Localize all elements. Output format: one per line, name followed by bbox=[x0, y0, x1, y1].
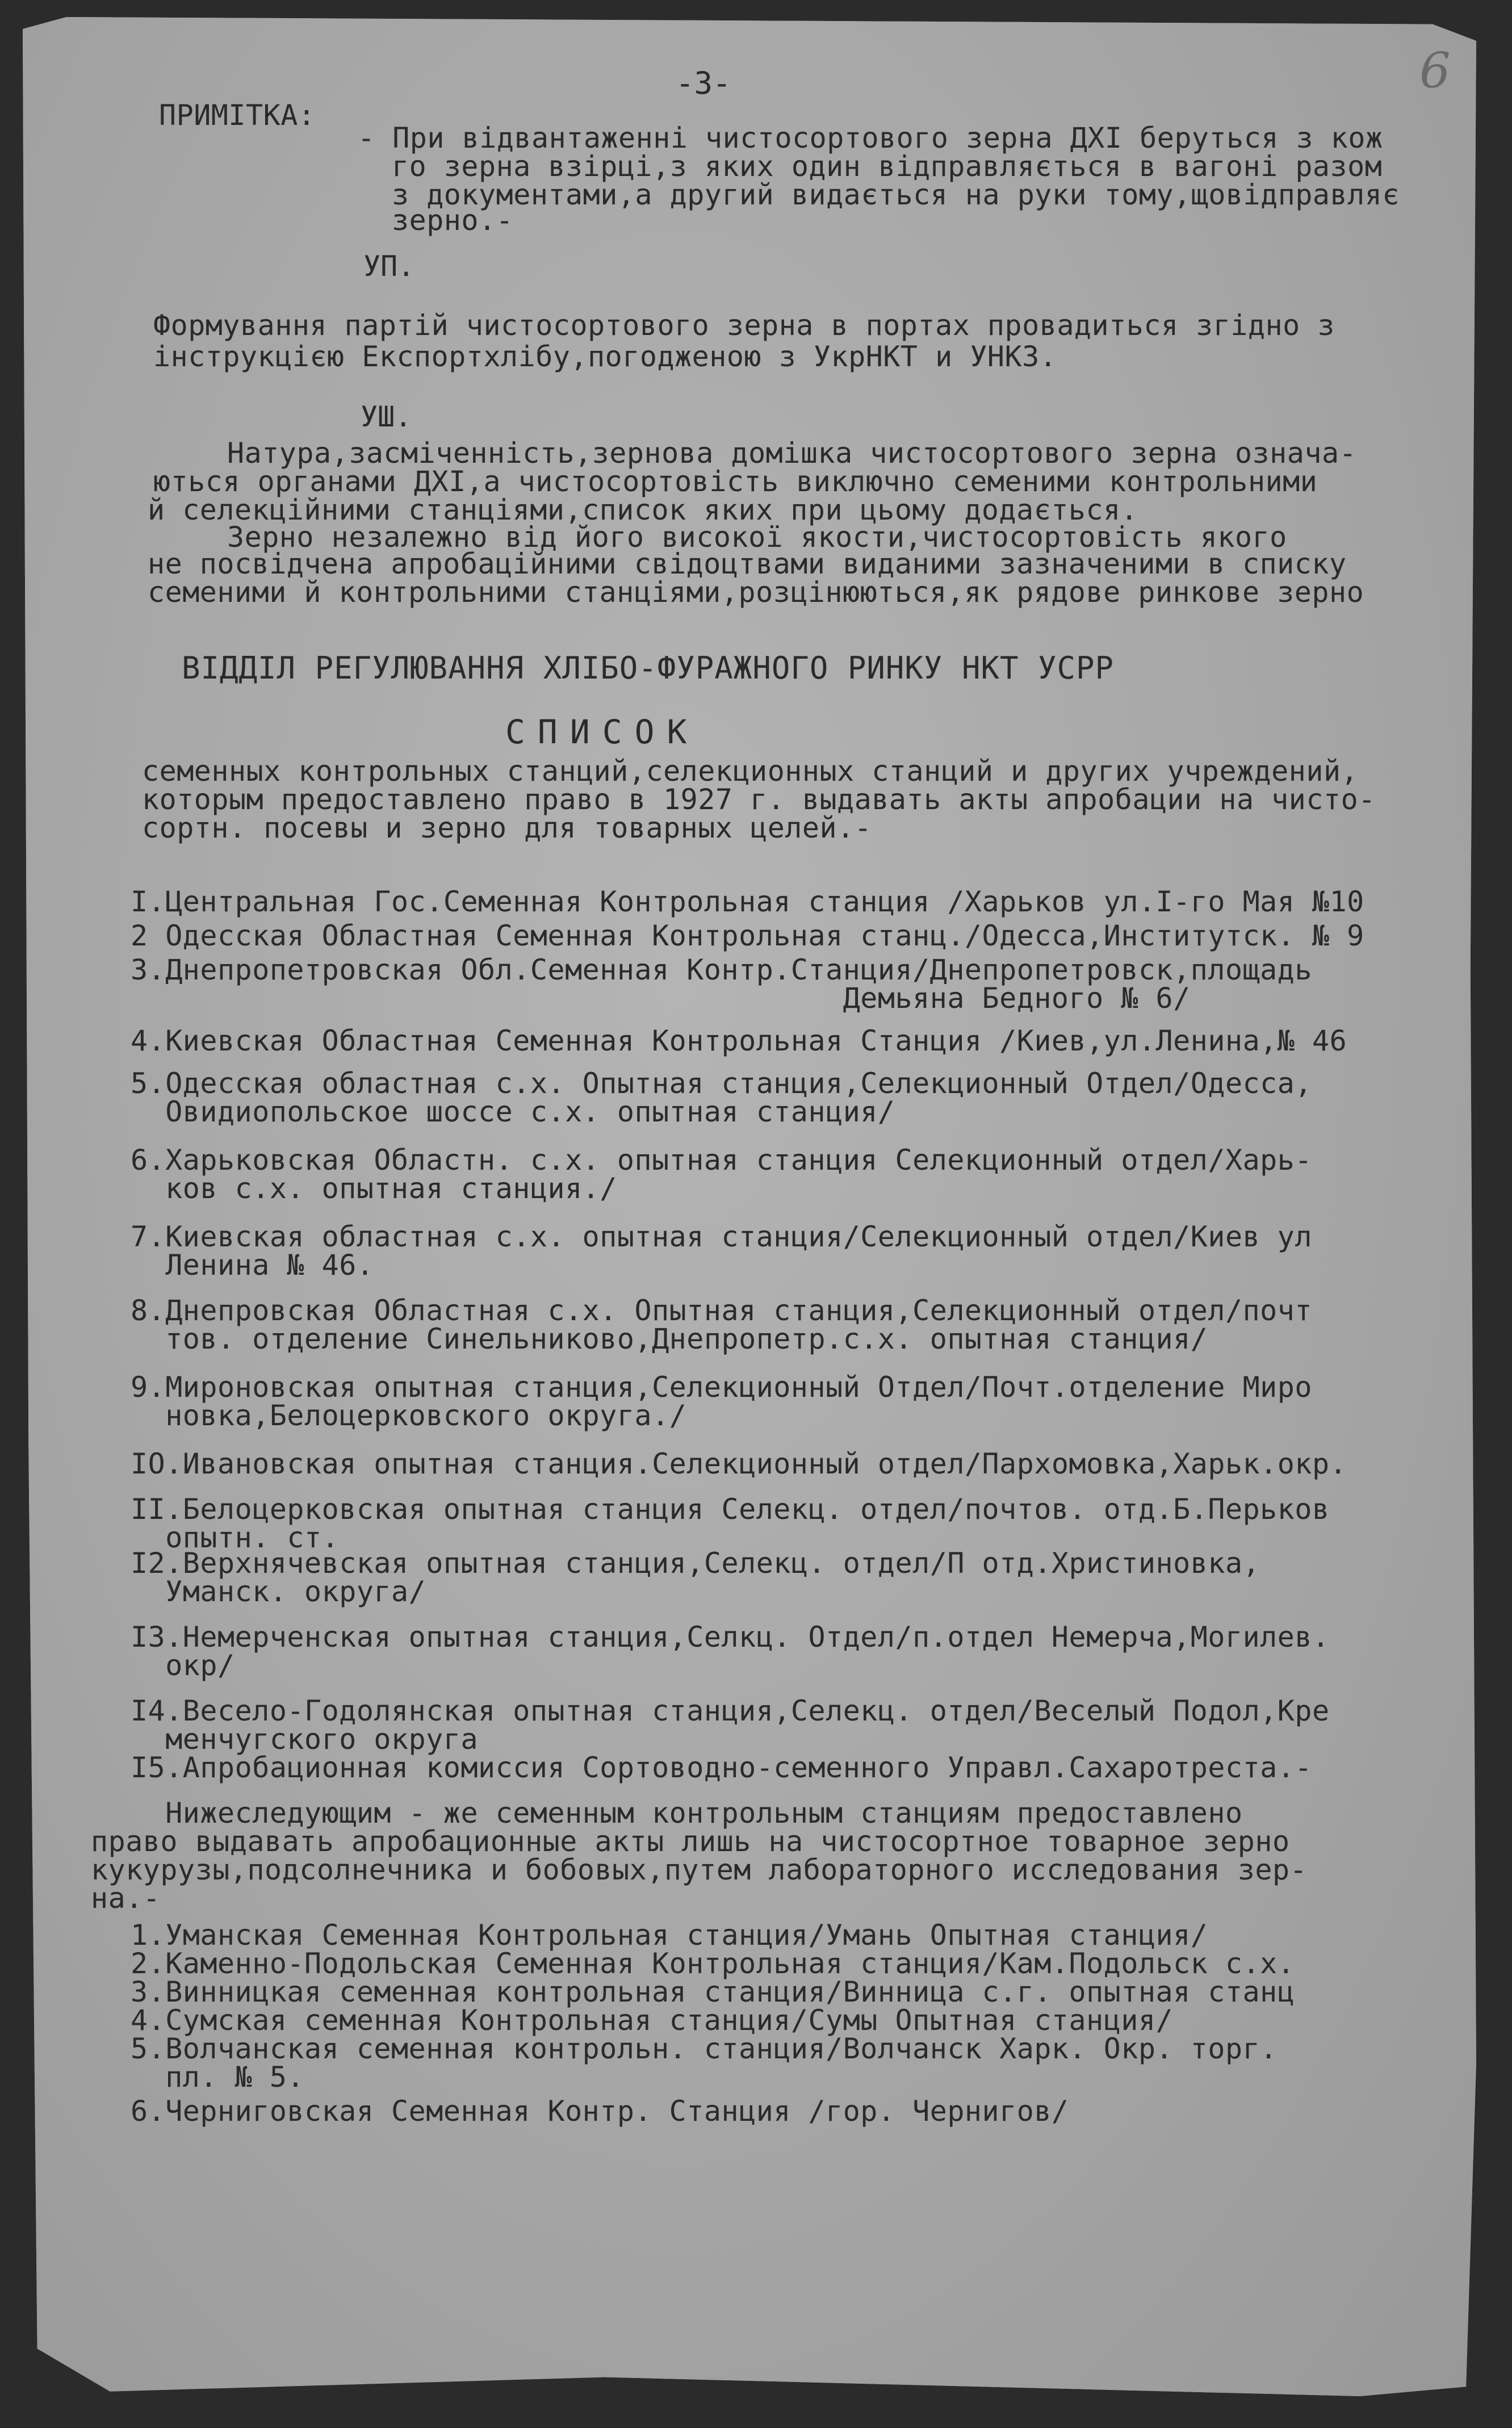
list-item: окр/ bbox=[131, 1649, 235, 1682]
list-item: Ленина № 46. bbox=[131, 1249, 374, 1282]
list-item: Демьяна Бедного № 6/ bbox=[131, 982, 1191, 1015]
page-number: -3- bbox=[676, 65, 731, 101]
list-item: II.Белоцерковская опытная станция Селекц. отдел/почтов. отд.Б.Перьков bbox=[131, 1493, 1330, 1526]
section-8-line: ються органами ДХІ,а чистосортовість виключно семеними контрольними bbox=[153, 465, 1318, 498]
secondary-intro-line: право выдавать апробационные акты лишь на чистосортное товарное зерно bbox=[91, 1825, 1290, 1858]
list-item: новка,Белоцерковского округа./ bbox=[131, 1399, 687, 1432]
list-item: I4.Весело-Годолянская опытная станция,Селекц. отдел/Веселый Подол,Кре bbox=[131, 1694, 1330, 1727]
section-8-line: Зерно незалежно від його високої якости,чистосортовість якого bbox=[227, 521, 1287, 554]
list-item: 3.Днепропетровская Обл.Семенная Контр.Станция/Днепропетровск,площадь bbox=[131, 953, 1312, 986]
secondary-list-item: 4.Сумская семенная Контрольная станция/Сумы Опытная станция/ bbox=[131, 2004, 1174, 2037]
section-7-line: інструкцією Експортхлібу,погодженою з УкрНКТ и УНКЗ. bbox=[153, 340, 1057, 373]
list-item: 7.Киевская областная с.х. опытная станция/Селекционный отдел/Киев ул bbox=[131, 1220, 1312, 1253]
secondary-list-item: 3.Винницкая семенная контрольная станция/Винница с.г. опытная станц bbox=[131, 1975, 1295, 2008]
list-item: Овидиопольское шоссе с.х. опытная станция/ bbox=[131, 1095, 895, 1128]
list-title: СПИСОК bbox=[505, 713, 700, 751]
list-item: менчугского округа bbox=[131, 1723, 479, 1756]
list-item: 5.Одесская областная с.х. Опытная станция,Селекционный Отдел/Одесса, bbox=[131, 1067, 1312, 1100]
section-8-numeral: УШ. bbox=[361, 400, 412, 433]
section-8-line: не посвідчена апробаційними свідоцтвами виданими зазначеними в списку bbox=[148, 547, 1347, 580]
note-label: ПРИМІТКА: bbox=[159, 99, 316, 132]
list-intro-line: семенных контрольных станций,селекционных станций и других учреждений, bbox=[142, 755, 1359, 788]
note-line: го зерна взірці,з яких один відправляється в вагоні разом bbox=[392, 150, 1383, 183]
section-8-line: Натура,засміченність,зернова домішка чистосортового зерна означа- bbox=[227, 437, 1357, 470]
secondary-list-item: пл. № 5. bbox=[131, 2061, 305, 2094]
note-line: - При відвантаженні чистосортового зерна ДХІ беруться з кож bbox=[358, 122, 1383, 154]
list-item: 8.Днепровская Областная с.х. Опытная станция,Селекционный отдел/почт bbox=[131, 1294, 1312, 1327]
note-line: зерно.- bbox=[392, 204, 514, 237]
secondary-list-item: 5.Волчанская семенная контрольн. станция/Волчанск Харк. Окр. торг. bbox=[131, 2032, 1278, 2065]
list-item: 6.Харьковская Областн. с.х. опытная станция Селекционный отдел/Харь- bbox=[131, 1144, 1312, 1177]
list-item: ков с.х. опытная станция./ bbox=[131, 1172, 617, 1205]
secondary-intro-line: на.- bbox=[91, 1882, 161, 1915]
list-item: Уманск. округа/ bbox=[131, 1575, 426, 1608]
list-intro-line: которым предоставлено право в 1927 г. выдавать акты апробации на чисто- bbox=[142, 783, 1376, 816]
list-item: тов. отделение Синельниково,Днепропетр.с.х. опытная станция/ bbox=[131, 1322, 1208, 1355]
secondary-intro-line: кукурузы,подсолнечника и бобовых,путем лабораторного исследования зер- bbox=[91, 1853, 1308, 1886]
list-item: I.Центральная Гос.Семенная Контрольная станция /Харьков ул.I-го Мая №10 bbox=[131, 885, 1364, 918]
list-item: IO.Ивановская опытная станция.Селекционный отдел/Пархомовка,Харьк.окр. bbox=[131, 1447, 1347, 1480]
section-7-numeral: УП. bbox=[363, 250, 415, 283]
department-heading: ВІДДІЛ РЕГУЛЮВАННЯ ХЛІБО-ФУРАЖНОГО РИНКУ НКТ УСРР bbox=[182, 650, 1115, 686]
secondary-intro-line: Нижеследующим - же семенным контрольным станциям предоставлено bbox=[131, 1797, 1243, 1830]
list-item: опытн. ст. bbox=[131, 1521, 340, 1554]
list-intro-line: сортн. посевы и зерно для товарных целей.- bbox=[142, 811, 872, 844]
section-8-line: й селекційними станціями,список яких при цьому додається. bbox=[148, 493, 1138, 526]
secondary-list-item: 1.Уманская Семенная Контрольная станция/Умань Опытная станция/ bbox=[131, 1919, 1208, 1952]
list-item: I5.Апробационная комиссия Сортоводно-семенного Управл.Сахаротреста.- bbox=[131, 1751, 1312, 1784]
note-line: з документами,а другий видається на руки тому,щовідправляє bbox=[392, 178, 1400, 211]
list-item: 9.Мироновская опытная станция,Селекционный Отдел/Почт.отделение Миро bbox=[131, 1371, 1312, 1404]
section-8-line: семеними й контрольними станціями,розцінюються,як рядове ринкове зерно bbox=[148, 576, 1364, 609]
list-item: I3.Немерченская опытная станция,Селкц. Отдел/п.отдел Немерча,Могилев. bbox=[131, 1621, 1330, 1653]
list-item: 4.Киевская Областная Семенная Контрольная Станция /Киев,ул.Ленина,№ 46 bbox=[131, 1024, 1347, 1057]
list-item: 2 Одесская Областная Семенная Контрольная станц./Одесса,Институтск. № 9 bbox=[131, 919, 1364, 952]
section-7-line: Формування партій чистосортового зерна в портах провадиться згідно з bbox=[153, 309, 1335, 342]
secondary-list-item: 6.Черниговская Семенная Контр. Станция /гор. Чернигов/ bbox=[131, 2095, 1069, 2128]
secondary-list-item: 2.Каменно-Подольская Семенная Контрольная станция/Кам.Подольск с.х. bbox=[131, 1947, 1295, 1980]
archive-number: 6 bbox=[1419, 43, 1451, 99]
list-item: I2.Верхнячевская опытная станция,Селекц. отдел/П отд.Христиновка, bbox=[131, 1547, 1260, 1580]
